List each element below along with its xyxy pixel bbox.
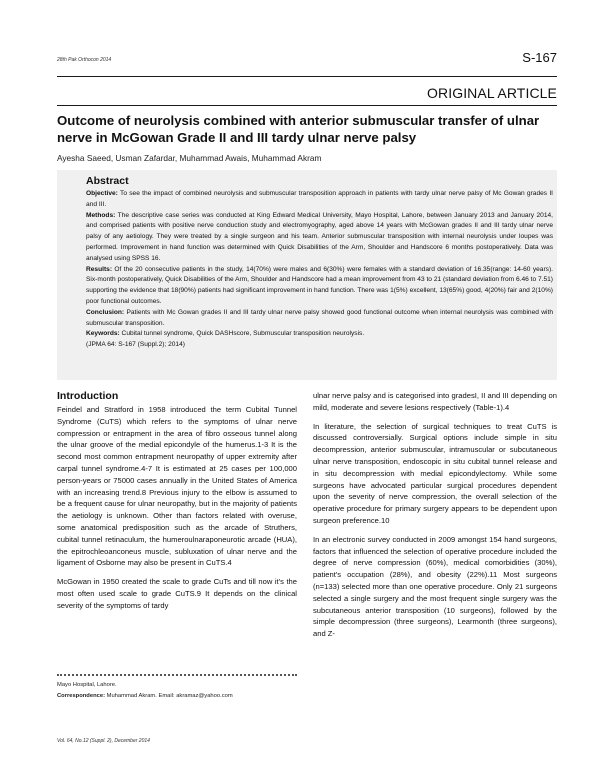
correspondence-text: Muhammad Akram. Email: akramaz@yahoo.com <box>105 692 233 699</box>
right-paragraph-3: In an electronic survey conducted in 2009 amongst 154 hand surgeons, factors that influenced the selection of operative procedure included the degree of nerve compression (60%), medical comorbidities (30%), patient's occupation (28%), and obesity (22%).11 Most surgeons (n=133) selected more than one operative procedure. Only 21 surgeons selected a single surgery and the most frequent single surgery was the subcutaneous anterior transposition (10 surgeons), followed by the simple decompression (three surgeons), Learmonth (three surgeons), and Z- <box>313 534 557 639</box>
running-head: 28th Pak Orthocon 2014 <box>57 57 112 63</box>
institution: Mayo Hospital, Lahore. <box>57 682 117 688</box>
keywords-label: Keywords: <box>86 330 120 338</box>
methods-label: Methods: <box>86 211 116 219</box>
abstract-methods <box>86 211 553 265</box>
abstract-heading: Abstract <box>86 175 129 187</box>
objective-label: Objective: <box>86 190 118 197</box>
right-paragraph-1: ulnar nerve palsy and is categorised into gradesI, II and III depending on mild, moderate and severe lesions respectively (Table-1).4 <box>313 391 557 412</box>
conclusion-label: Conclusion: <box>86 308 125 316</box>
abstract <box>86 175 553 351</box>
affiliation-block <box>57 680 317 701</box>
page-number: S-167 <box>522 50 557 65</box>
methods-text: The descriptive case series was conducted at King Edward Medical University, Mayo Hospital, Lahore, between January 2013 and January 2014, and comprised patients with positive nerve conduction study and electromyography, aged above 14 years with McGowan grades II and III tardy ulnar nerve palsy of any aetiology. They were treated by a single surgeon and his team. Anterior submuscular transposition with internal neurolysis under loupes was performed. Improvement in hand function was determined with Quick Disabilities of the Arm, Shoulder and Handscore 6 months postoperatively. Data was analysed using SPSS 16. <box>86 211 553 262</box>
header-rule-bottom <box>57 105 557 106</box>
objective-text: To see the impact of combined neurolysis and submuscular transposition approach in patients with tardy ulnar nerve palsy of Mc Gowan grades II and III. <box>86 190 553 208</box>
results-text: Of the 20 consecutive patients in the study, 14(70%) were males and 6(30%) were females with a standard deviation of 16.35(range: 14-60 years). Six-month postoperatively, Quick Disabilities of the Arm, Shoulder and Handscore had a mean improvement from 43 to 21 (standard deviation from 6.46 to 7.51) supporting the evidence that 18(90%) patients had significant improvement in hand function. There was 1(5%) excellent, 13(65%) good, 4(20%) fair and 2(10%) poor functional outcomes. <box>86 265 553 305</box>
author-list: Ayesha Saeed, Usman Zafardar, Muhammad Awais, Muhammad Akram <box>57 153 322 163</box>
section-label: ORIGINAL ARTICLE <box>427 85 557 101</box>
header-rule-top <box>57 76 557 77</box>
abstract-citation: (JPMA 64: S-167 (Suppl.2); 2014) <box>86 341 185 349</box>
correspondence <box>57 691 317 702</box>
abstract-conclusion <box>86 308 553 330</box>
correspondence-label: Correspondence: <box>57 692 105 699</box>
issue-footer: Vol. 64, No.12 (Suppl. 2), December 2014 <box>57 738 150 744</box>
abstract-results <box>86 265 553 308</box>
intro-paragraph-1: Feindel and Stratford in 1958 introduced the term Cubital Tunnel Syndrome (CuTS) which refers to the symptoms of ulnar nerve compression or entrapment in the area of fibro osseous tunnel along the ulnar groove of the medial epicondyle of the humerus.1-3 It is the second most common entrapment neuropathy of upper extremity after carpal tunnel syndrome.4-7 It is estimated at 25 cases per 100,000 person-years or 75000 cases annually in the United States of America with an increasing trend.8 Previous injury to the elbow is assumed to be a frequent cause for ulnar neuropathy, but in the majority of patients the aetiology is unknown. Other than factors related with overuse, some anatomical predisposition such as the arcade of Struthers, cubital tunnel retinaculum, the humeroulnaraponeurotic arcade (HUA), the epitrochleoanconeus muscle, subluxation of ulnar nerve and the ligament of Osborne may also be present in CuTS.4 <box>57 405 297 568</box>
article-title: Outcome of neurolysis combined with anterior submuscular transfer of ulnar nerve in McGowan Grade II and III tardy ulnar nerve palsy <box>57 113 540 145</box>
introduction-heading: Introduction <box>57 390 119 402</box>
keywords-text: Cubital tunnel syndrome, Quick DASHscore, Submuscular transposition neurolysis. <box>119 330 365 338</box>
results-label: Results: <box>86 265 113 273</box>
right-column <box>313 390 557 640</box>
abstract-objective <box>86 189 553 211</box>
abstract-keywords <box>86 329 553 340</box>
left-column <box>57 390 297 612</box>
intro-paragraph-2: McGowan in 1950 created the scale to grade CuTs and till now it's the most often used scale to grade CuTS.9 It depends on the clinical severity of the symptoms of tardy <box>57 577 297 610</box>
right-paragraph-2: In literature, the selection of surgical techniques to treat CuTS is discussed controversially. Surgical options include simple in situ decompression, anterior submuscular, intramuscular or subcutaneous ulnar nerve transposition, endoscopic in situ cubital tunnel release and in situ decompression with medial epicondylectomy. While some surgeons have advocated particular surgical procedures dependent upon the severity of nerve compression, the overall selection of the operative procedure for primary surgery appears to be dependent upon surgeon preference.10 <box>313 421 557 525</box>
footnote-divider <box>57 674 297 676</box>
conclusion-text: Patients with Mc Gowan grades II and III tardy ulnar nerve palsy showed good functional outcome when internal neurolysis was combined with submuscular transposition. <box>86 308 553 327</box>
